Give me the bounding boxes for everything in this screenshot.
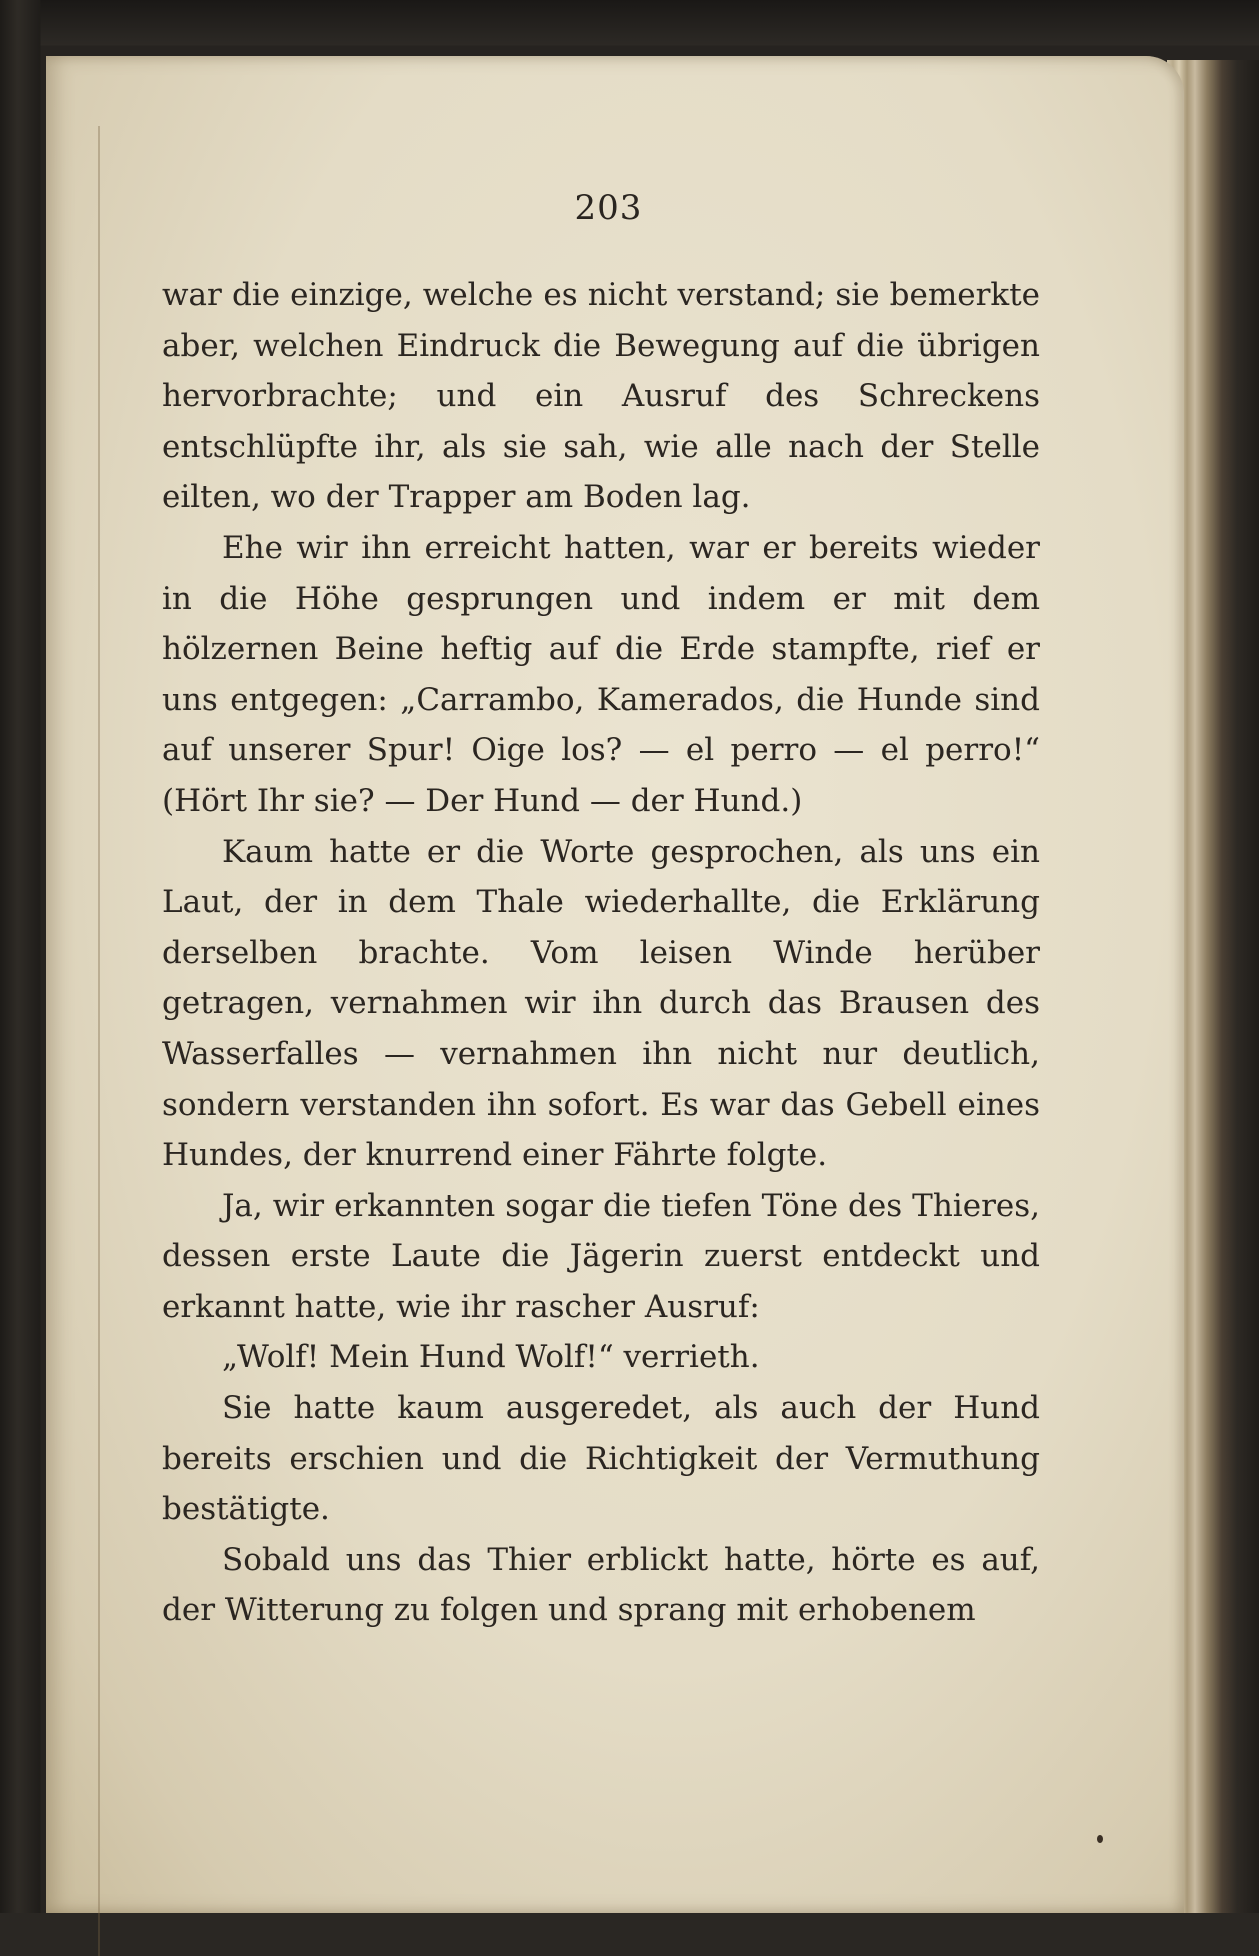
paragraph-5-quote: „Wolf! Mein Hund Wolf!“ verrieth. <box>222 1339 760 1376</box>
paragraph-3: Kaum hatte er die Worte gesprochen, als uns ein Laut, der in dem Thale wiederhallte, die Erklärung derselben brachte. Vom leisen Winde herüber getragen, vernahmen wir ihn durch das Brausen des Wasserfalles — vernahmen ihn nicht nur deutlich, sondern verstanden ihn sofort. Es war das Gebell eines Hundes, der knurrend einer Fährte folgte. <box>162 833 1040 1174</box>
paragraph-7: Sobald uns das Thier erblickt hatte, hörte es auf, der Witterung zu folgen und sprang mit erhobenem <box>162 1541 1040 1629</box>
ink-speck <box>1097 1835 1103 1843</box>
book-page <box>46 56 1184 1913</box>
paragraph-2: Ehe wir ihn erreicht hatten, war er bereits wieder in die Höhe gesprungen und indem er mit dem hölzernen Beine heftig auf die Erde stampfte, rief er uns entgegen: „Carrambo, Kamerados, die Hunde sind auf unserer Spur! Oige los? — el perro — el perro!“ (Hört Ihr sie? — Der Hund — der Hund.) <box>162 529 1040 819</box>
gutter-fold <box>98 126 100 1956</box>
paragraph-4: Ja, wir erkannten sogar die tiefen Töne des Thieres, dessen erste Laute die Jägerin zuerst entdeckt und erkannt hatte, wie ihr rascher Ausruf: <box>162 1187 1040 1325</box>
paragraph-1: war die einzige, welche es nicht verstand; sie bemerkte aber, welchen Eindruck die Bewegung auf die übrigen hervorbrachte; und ein Ausruf des Schreckens entschlüpfte ihr, als sie sah, wie alle nach der Stelle eilten, wo der Trapper am Boden lag. <box>162 277 1040 516</box>
page-number: 203 <box>574 188 643 228</box>
page-body-text <box>162 270 1040 1636</box>
paragraph-6: Sie hatte kaum ausgeredet, als auch der Hund bereits erschien und die Richtigkeit der Vermuthung bestätigte. <box>162 1390 1040 1528</box>
